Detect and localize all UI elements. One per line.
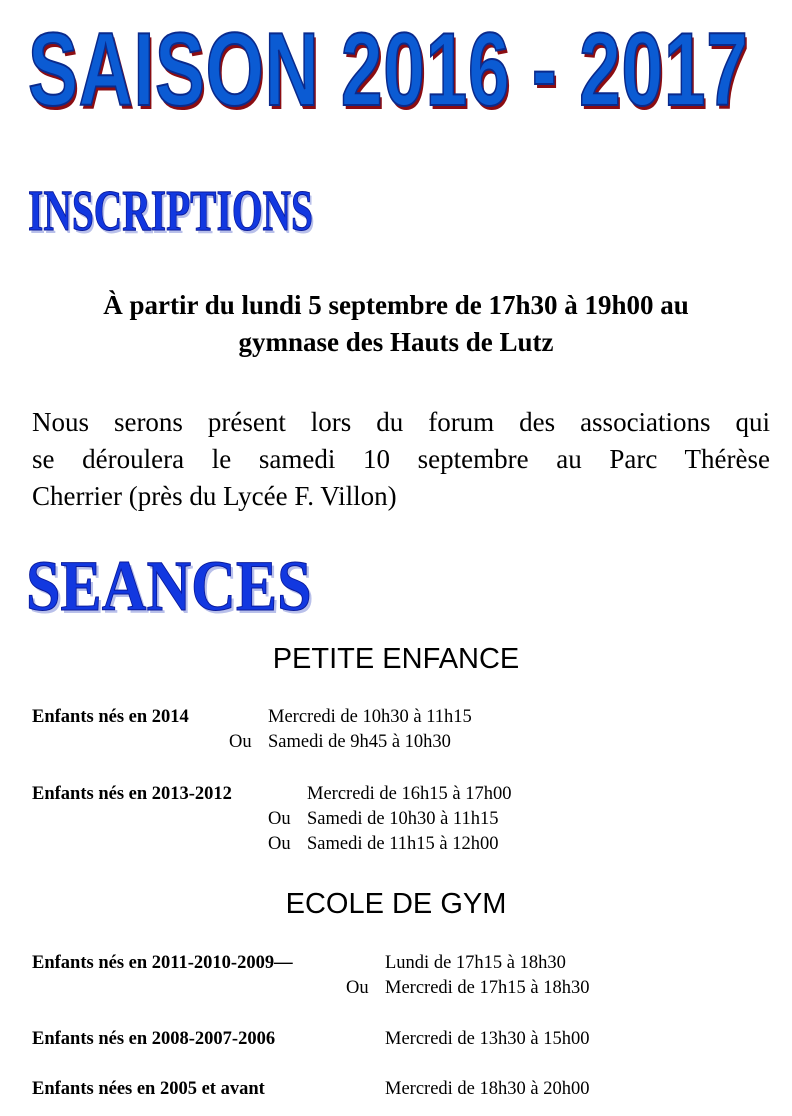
schedule-session: Mercredi de 10h30 à 11h15 bbox=[268, 707, 472, 727]
schedule-or: Ou bbox=[229, 732, 252, 752]
schedule-or: Ou bbox=[268, 809, 291, 829]
group-label: Enfants nés en 2011-2010-2009— bbox=[32, 953, 293, 973]
inscriptions-date-text bbox=[0, 287, 792, 361]
forum-line-3: Cherrier (près du Lycée F. Villon) bbox=[32, 481, 397, 511]
schedule-session: Samedi de 9h45 à 10h30 bbox=[268, 732, 451, 752]
inscriptions-date-line-1: À partir du lundi 5 septembre de 17h30 à 19h00 au bbox=[103, 290, 689, 320]
schedule-session: Mercredi de 17h15 à 18h30 bbox=[385, 978, 590, 998]
schedule-session: Mercredi de 16h15 à 17h00 bbox=[307, 784, 512, 804]
petite-enfance-heading: PETITE ENFANCE bbox=[272, 643, 520, 675]
forum-paragraph bbox=[32, 404, 770, 515]
schedule-session: Samedi de 11h15 à 12h00 bbox=[307, 834, 499, 854]
forum-line-2: se déroulera le samedi 10 septembre au Parc Thérèse bbox=[32, 444, 770, 474]
schedule-session: Lundi de 17h15 à 18h30 bbox=[385, 953, 566, 973]
inscriptions-date-line-2: gymnase des Hauts de Lutz bbox=[238, 327, 554, 357]
schedule-row bbox=[32, 705, 189, 729]
schedule-session: Mercredi de 18h30 à 20h00 bbox=[385, 1079, 590, 1099]
seances-heading: SEANCES bbox=[26, 546, 312, 626]
inscriptions-heading: INSCRIPTIONS bbox=[28, 178, 313, 243]
group-label: Enfants nés en 2013-2012 bbox=[32, 784, 232, 804]
schedule-row bbox=[32, 782, 232, 806]
schedule-row bbox=[32, 1027, 275, 1051]
group-label: Enfants nés en 2008-2007-2006 bbox=[32, 1029, 276, 1049]
schedule-session: Mercredi de 13h30 à 15h00 bbox=[385, 1029, 590, 1049]
group-label: Enfants nés en 2014 bbox=[32, 707, 189, 727]
page-title: SAISON 2016 - 2017 bbox=[28, 12, 749, 128]
schedule-or: Ou bbox=[268, 834, 291, 854]
ecole-de-gym-heading: ECOLE DE GYM bbox=[285, 888, 507, 920]
schedule-row bbox=[32, 951, 293, 975]
schedule-session: Samedi de 10h30 à 11h15 bbox=[307, 809, 499, 829]
forum-line-1: Nous serons présent lors du forum des associations qui bbox=[32, 407, 770, 437]
group-label: Enfants nées en 2005 et avant bbox=[32, 1079, 265, 1099]
schedule-or: Ou bbox=[346, 978, 369, 998]
schedule-row bbox=[32, 1077, 265, 1101]
